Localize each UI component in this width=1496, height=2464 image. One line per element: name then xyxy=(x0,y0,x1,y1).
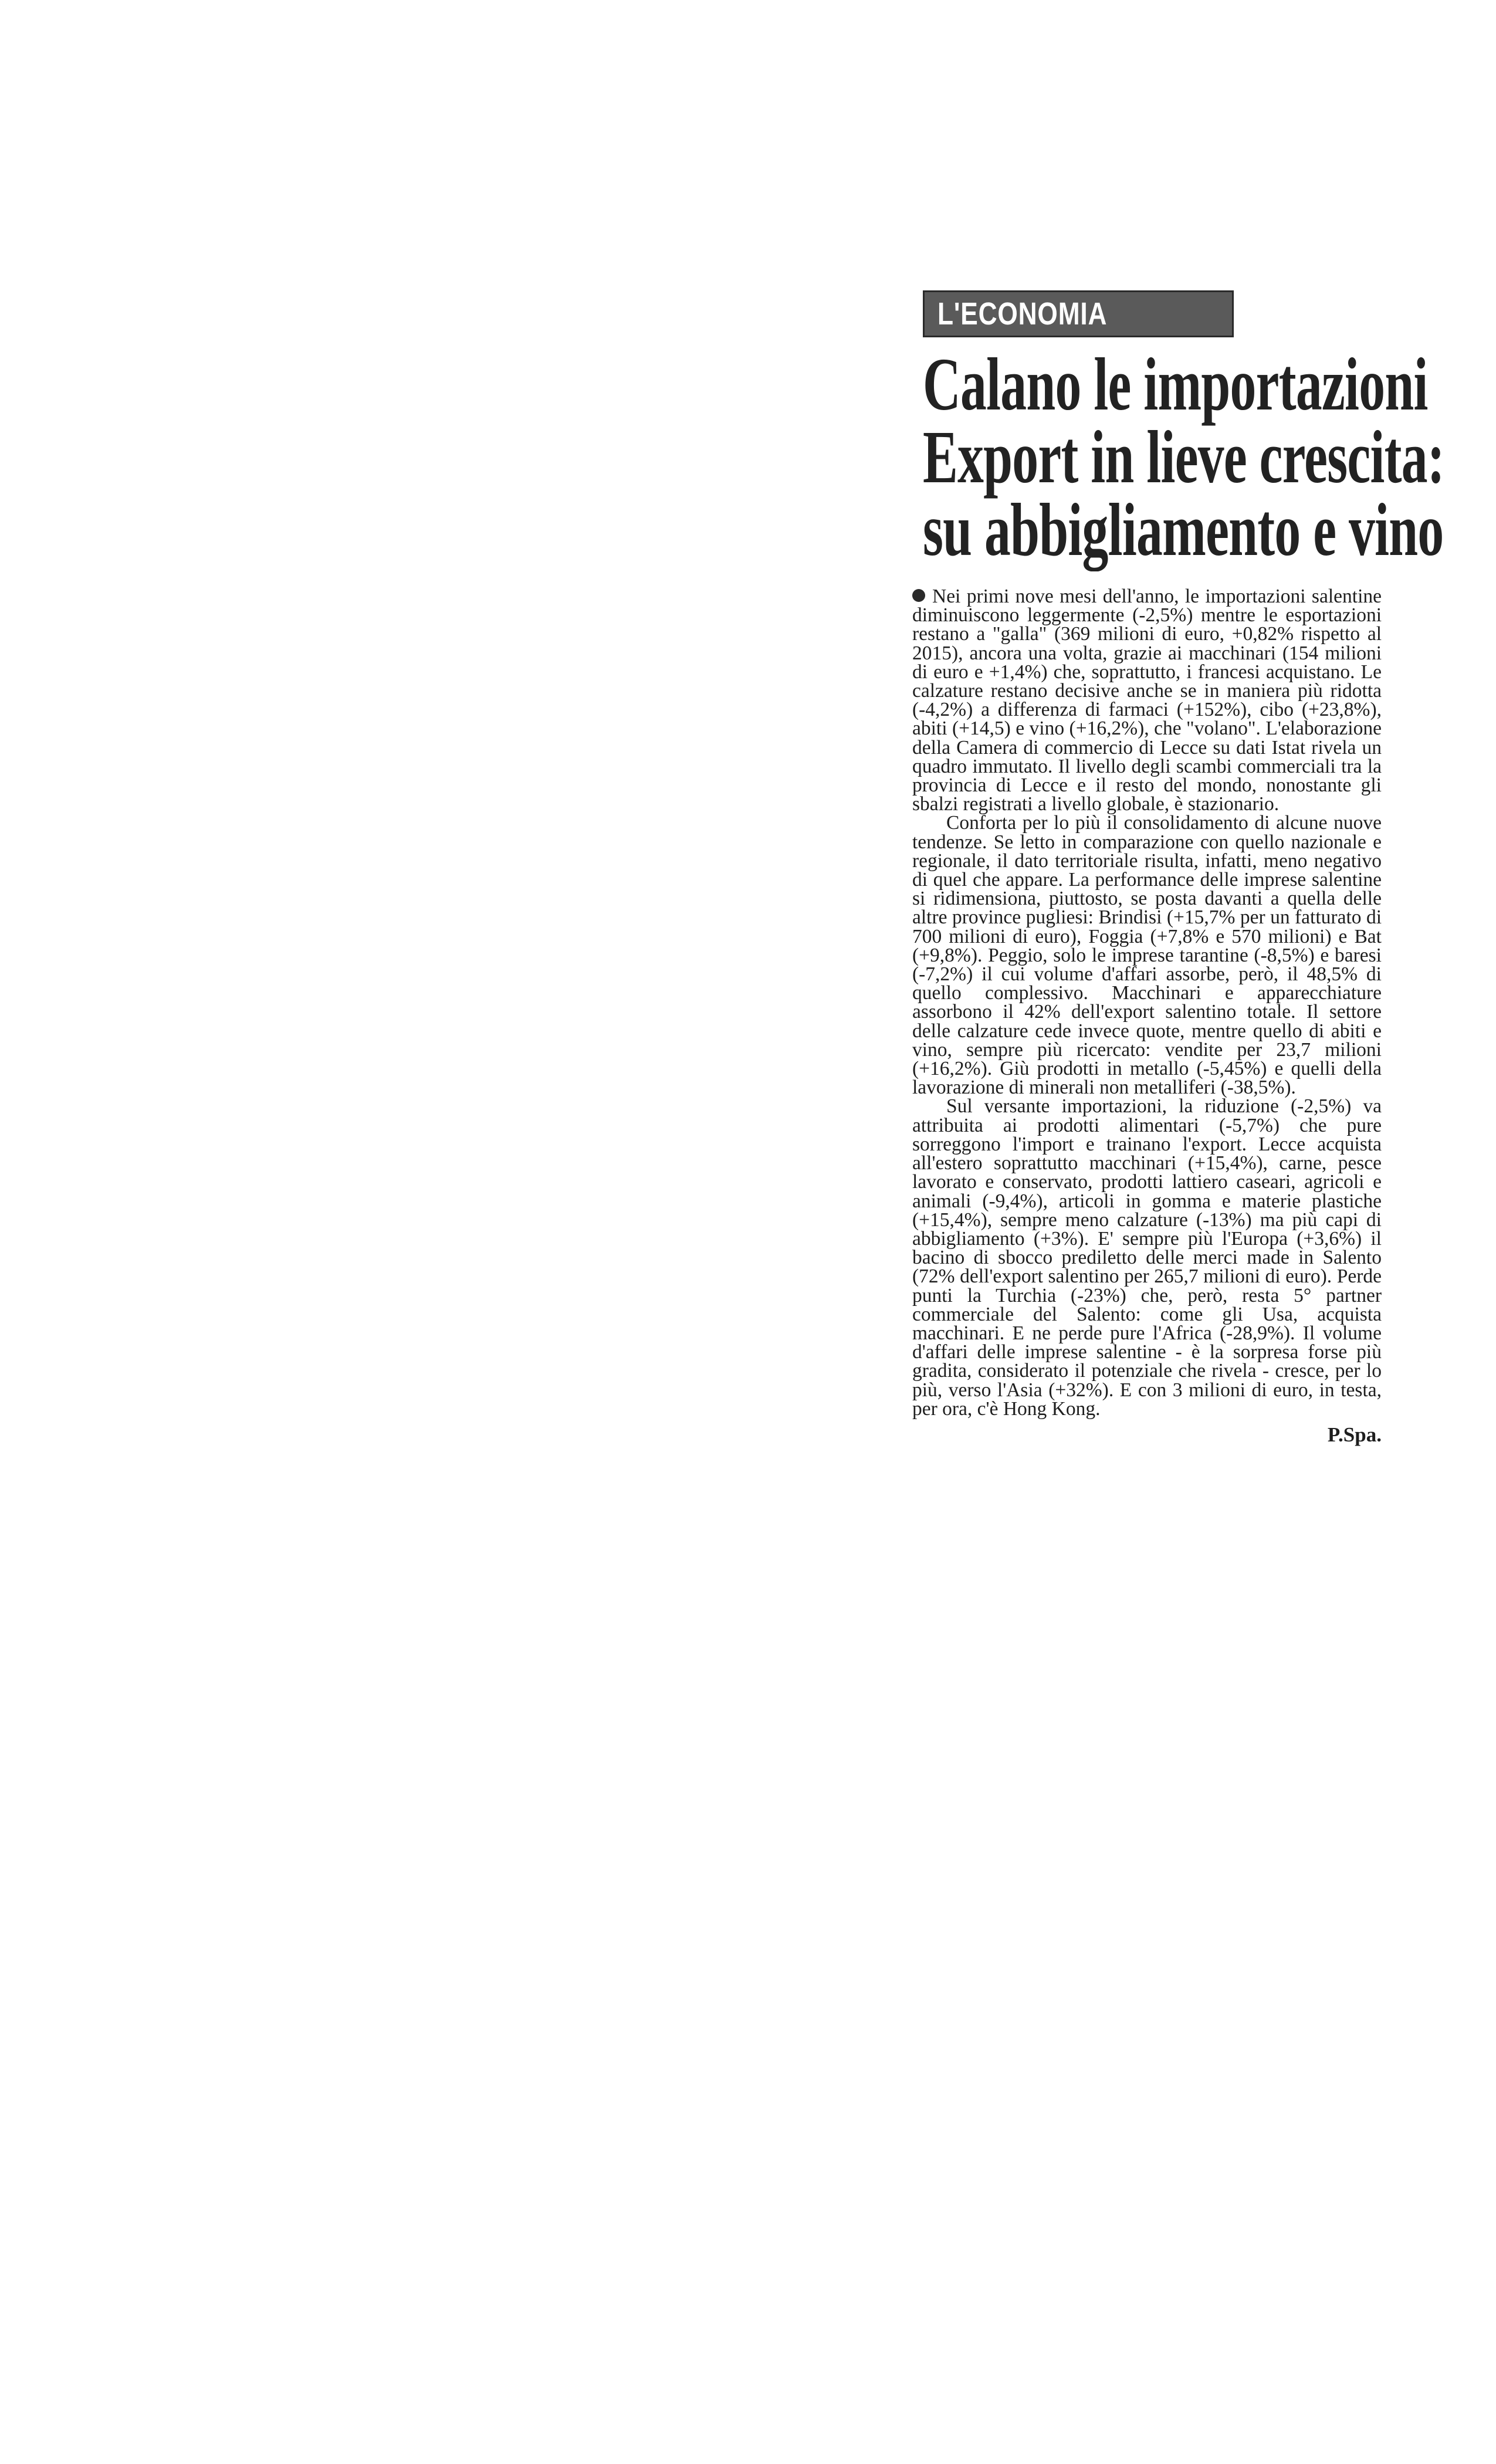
bullet-icon xyxy=(912,589,925,602)
article-paragraph-3: Sul versante importazioni, la riduzione (-2,5%) va attribuita ai prodotti alimentari (-5,7%) che pure sorreggono l'import e trainano l'export. Lecce acquista all'estero soprattutto macchinari (+15,4%), carne, pesce lavorato e conservato, prodotti lattiero caseari, agricoli e animali (-9,4%), articoli in gomma e materie plastiche (+15,4%), sempre meno calzature (-13%) ma più capi di abbigliamento (+3%). E' sempre più l'Europa (+3,6%) il bacino di sbocco prediletto delle merci made in Salento (72% dell'export salentino per 265,7 milioni di euro). Perde punti la Turchia (-23%) che, però, resta 5° partner commerciale del Salento: come gli Usa, acquista macchinari. E ne perde pure l'Africa (-28,9%). Il volume d'affari delle imprese salentine - è la sorpresa forse più gradita, considerato il potenziale che rivela - cresce, per lo più, verso l'Asia (+32%). E con 3 milioni di euro, in testa, per ora, c'è Hong Kong. xyxy=(912,1095,1382,1420)
article-paragraph-1 xyxy=(912,587,1382,814)
headline-line-1: Calano le importazioni xyxy=(923,343,1428,426)
paragraph-1-text: Nei primi nove mesi dell'anno, le importazioni salentine diminuiscono leggermente (-2,5%) mentre le esportazioni restano a "galla" (369 milioni di euro, +0,82% rispetto al 2015), ancora una volta, grazie ai macchinari (154 milioni di euro e +1,4%) che, soprattutto, i francesi acquistano. Le calzature restano decisive anche se in maniera più ridotta (-4,2%) a differenza di farmaci (+152%), cibo (+23,8%), abiti (+14,5) e vino (+16,2%), che "volano". L'elaborazione della Camera di commercio di Lecce su dati Istat rivela un quadro immutato. Il livello degli scambi commerciali tra la provincia di Lecce e il resto del mondo, nonostante gli sbalzi registrati a livello globale, è stazionario. xyxy=(912,585,1382,815)
section-kicker xyxy=(923,290,1234,337)
newspaper-clipping xyxy=(912,290,1445,1447)
headline-line-2: Export in lieve crescita: xyxy=(923,415,1445,499)
headline-line-3: su abbigliamento e vino xyxy=(923,488,1444,571)
article-body xyxy=(912,587,1382,1419)
article-paragraph-2: Conforta per lo più il consolidamento di alcune nuove tendenze. Se letto in comparazione con quello nazionale e regionale, il dato territoriale risulta, infatti, meno negativo di quel che appare. La performance delle imprese salentine si ridimensiona, piuttosto, se posta davanti a quella delle altre province pugliesi: Brindisi (+15,7% per un fatturato di 700 milioni di euro), Foggia (+7,8% e 570 milioni) e Bat (+9,8%). Peggio, solo le imprese tarantine (-8,5%) e baresi (-7,2%) il cui volume d'affari assorbe, però, il 48,5% di quello complessivo. Macchinari e apparecchiature assorbono il 42% dell'export salentino totale. Il settore delle calzature cede invece quote, mentre quello di abiti e vino, sempre più ricercato: vendite per 23,7 milioni (+16,2%). Giù prodotti in metallo (-5,45%) e quelli della lavorazione di minerali non metalliferi (-38,5%). xyxy=(912,812,1382,1099)
section-label: L'ECONOMIA xyxy=(937,296,1108,331)
author-signature: P.Spa. xyxy=(1327,1423,1382,1446)
headline xyxy=(923,343,1445,571)
